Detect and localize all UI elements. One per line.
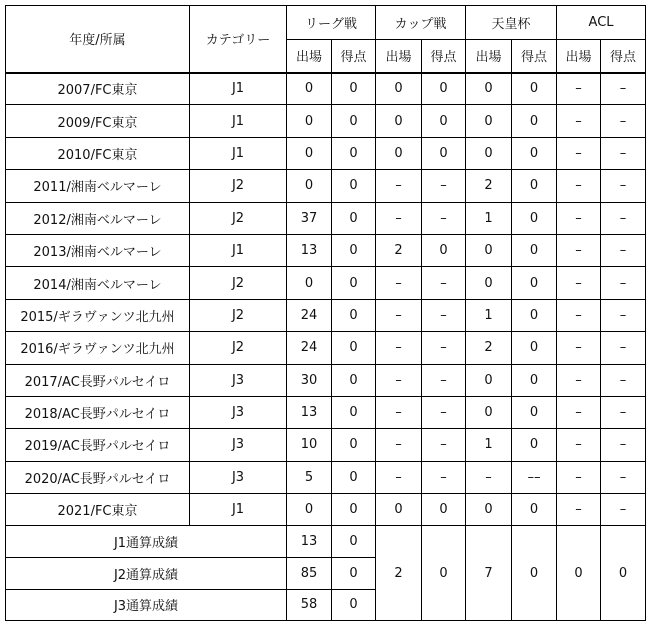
league-apps-cell: 0 — [287, 267, 332, 299]
totals-label: J2通算成績 — [6, 558, 287, 590]
category-header: カテゴリー — [190, 6, 287, 73]
season-cell: 2007/FC東京 — [6, 73, 190, 105]
category-cell: J2 — [190, 332, 287, 364]
totals-emperor-goals: 0 — [512, 526, 557, 621]
cup-goals-cell: – — [422, 267, 466, 299]
acl-goals-cell: – — [601, 105, 646, 137]
cup-apps-cell: – — [376, 396, 422, 428]
league-apps-cell: 0 — [287, 137, 332, 169]
acl-goals-cell: – — [601, 202, 646, 234]
acl-goals-cell: – — [601, 494, 646, 526]
league-goals-cell: 0 — [332, 73, 376, 105]
totals-cup-goals: 0 — [422, 526, 466, 621]
season-cell: 2016/ギラヴァンツ北九州 — [6, 332, 190, 364]
emperor-goals-cell: 0 — [512, 299, 557, 331]
emperor-goals-cell: 0 — [512, 137, 557, 169]
totals-league-goals: 0 — [332, 558, 376, 590]
acl-apps-cell: – — [557, 234, 601, 266]
season-header: 年度/所属 — [6, 6, 190, 73]
cup-apps-cell: 0 — [376, 494, 422, 526]
totals-league-goals: 0 — [332, 526, 376, 558]
totals-acl-goals: 0 — [601, 526, 646, 621]
acl-apps-cell: – — [557, 494, 601, 526]
totals-row — [6, 526, 646, 558]
cup-goals-cell: 0 — [422, 494, 466, 526]
cup-goals-cell: – — [422, 364, 466, 396]
cup-apps-cell: – — [376, 429, 422, 461]
season-cell: 2020/AC長野パルセイロ — [6, 461, 190, 493]
acl-apps-cell: – — [557, 73, 601, 105]
cup-apps-cell: – — [376, 461, 422, 493]
cup-goals-cell: – — [422, 461, 466, 493]
season-cell: 2010/FC東京 — [6, 137, 190, 169]
emperor-apps-cell: 0 — [466, 364, 512, 396]
season-cell: 2021/FC東京 — [6, 494, 190, 526]
cup-apps-cell: – — [376, 299, 422, 331]
emperor-goals-cell: 0 — [512, 494, 557, 526]
cup-goals-cell: 0 — [422, 73, 466, 105]
season-cell: 2012/湘南ベルマーレ — [6, 202, 190, 234]
cup-apps-header: 出場 — [376, 40, 422, 73]
totals-acl-apps: 0 — [557, 526, 601, 621]
totals-cup-apps: 2 — [376, 526, 422, 621]
cup-apps-cell: – — [376, 202, 422, 234]
acl-apps-cell: – — [557, 170, 601, 202]
table-row — [6, 461, 646, 493]
cup-apps-cell: 2 — [376, 234, 422, 266]
season-cell: 2014/湘南ベルマーレ — [6, 267, 190, 299]
category-cell: J1 — [190, 105, 287, 137]
emperor-goals-cell: 0 — [512, 202, 557, 234]
acl-apps-cell: – — [557, 461, 601, 493]
table-row — [6, 234, 646, 266]
season-cell: 2018/AC長野パルセイロ — [6, 396, 190, 428]
emperor-goals-cell: –– — [512, 461, 557, 493]
emperor-goals-cell: 0 — [512, 332, 557, 364]
league-goals-cell: 0 — [332, 494, 376, 526]
league-apps-cell: 24 — [287, 332, 332, 364]
table-header — [6, 6, 646, 73]
emperor-apps-cell: 1 — [466, 202, 512, 234]
emperor-apps-cell: – — [466, 461, 512, 493]
acl-header: ACL — [557, 6, 646, 40]
league-goals-cell: 0 — [332, 396, 376, 428]
acl-goals-cell: – — [601, 429, 646, 461]
league-apps-cell: 10 — [287, 429, 332, 461]
league-goals-cell: 0 — [332, 429, 376, 461]
league-apps-cell: 30 — [287, 364, 332, 396]
emperor-apps-cell: 0 — [466, 234, 512, 266]
league-apps-cell: 0 — [287, 105, 332, 137]
league-goals-cell: 0 — [332, 299, 376, 331]
season-cell: 2009/FC東京 — [6, 105, 190, 137]
league-goals-cell: 0 — [332, 170, 376, 202]
league-goals-cell: 0 — [332, 267, 376, 299]
league-header: リーグ戦 — [287, 6, 376, 40]
league-apps-header: 出場 — [287, 40, 332, 73]
table-row — [6, 105, 646, 137]
acl-goals-cell: – — [601, 234, 646, 266]
league-goals-cell: 0 — [332, 202, 376, 234]
emperor-goals-cell: 0 — [512, 234, 557, 266]
season-rows — [6, 73, 646, 526]
cup-goals-cell: 0 — [422, 105, 466, 137]
table-row — [6, 267, 646, 299]
totals-league-apps: 13 — [287, 526, 332, 558]
league-apps-cell: 24 — [287, 299, 332, 331]
cup-apps-cell: 0 — [376, 137, 422, 169]
league-apps-cell: 13 — [287, 396, 332, 428]
table-row — [6, 396, 646, 428]
league-apps-cell: 0 — [287, 170, 332, 202]
career-totals — [6, 526, 646, 621]
table-row — [6, 332, 646, 364]
category-cell: J3 — [190, 396, 287, 428]
table-row — [6, 170, 646, 202]
cup-apps-cell: 0 — [376, 73, 422, 105]
cup-apps-cell: 0 — [376, 105, 422, 137]
emperor-apps-cell: 2 — [466, 332, 512, 364]
emperor-goals-cell: 0 — [512, 396, 557, 428]
totals-emperor-apps: 7 — [466, 526, 512, 621]
emperor-apps-cell: 0 — [466, 137, 512, 169]
league-apps-cell: 37 — [287, 202, 332, 234]
cup-goals-cell: 0 — [422, 137, 466, 169]
category-cell: J3 — [190, 364, 287, 396]
acl-goals-cell: – — [601, 461, 646, 493]
category-cell: J3 — [190, 461, 287, 493]
league-apps-cell: 13 — [287, 234, 332, 266]
league-goals-cell: 0 — [332, 137, 376, 169]
acl-apps-cell: – — [557, 299, 601, 331]
cup-goals-cell: 0 — [422, 234, 466, 266]
table-row — [6, 73, 646, 105]
totals-label: J1通算成績 — [6, 526, 287, 558]
acl-goals-cell: – — [601, 267, 646, 299]
league-goals-cell: 0 — [332, 332, 376, 364]
totals-label: J3通算成績 — [6, 589, 287, 621]
league-goals-cell: 0 — [332, 105, 376, 137]
acl-apps-cell: – — [557, 429, 601, 461]
league-apps-cell: 0 — [287, 73, 332, 105]
cup-apps-cell: – — [376, 332, 422, 364]
league-apps-cell: 0 — [287, 494, 332, 526]
emperor-apps-cell: 0 — [466, 267, 512, 299]
emperor-apps-cell: 1 — [466, 429, 512, 461]
acl-apps-header: 出場 — [557, 40, 601, 73]
cup-header: カップ戦 — [376, 6, 466, 40]
emperor-goals-cell: 0 — [512, 267, 557, 299]
category-cell: J2 — [190, 170, 287, 202]
table-row — [6, 299, 646, 331]
league-goals-cell: 0 — [332, 461, 376, 493]
emperor-apps-cell: 1 — [466, 299, 512, 331]
emperor-goals-cell: 0 — [512, 105, 557, 137]
emperor-goals-cell: 0 — [512, 170, 557, 202]
emperor-apps-cell: 0 — [466, 73, 512, 105]
league-apps-cell: 5 — [287, 461, 332, 493]
cup-goals-cell: – — [422, 202, 466, 234]
season-cell: 2013/湘南ベルマーレ — [6, 234, 190, 266]
emperor-apps-cell: 0 — [466, 396, 512, 428]
emperor-goals-cell: 0 — [512, 364, 557, 396]
emperor-apps-cell: 0 — [466, 105, 512, 137]
acl-goals-cell: – — [601, 332, 646, 364]
cup-apps-cell: – — [376, 170, 422, 202]
league-goals-cell: 0 — [332, 234, 376, 266]
category-cell: J1 — [190, 73, 287, 105]
table-row — [6, 364, 646, 396]
season-cell: 2017/AC長野パルセイロ — [6, 364, 190, 396]
acl-apps-cell: – — [557, 267, 601, 299]
table-row — [6, 494, 646, 526]
cup-apps-cell: – — [376, 364, 422, 396]
category-cell: J2 — [190, 267, 287, 299]
acl-goals-cell: – — [601, 137, 646, 169]
category-cell: J2 — [190, 202, 287, 234]
acl-apps-cell: – — [557, 202, 601, 234]
emperor-goals-cell: 0 — [512, 73, 557, 105]
table-row — [6, 429, 646, 461]
acl-goals-cell: – — [601, 299, 646, 331]
season-cell: 2019/AC長野パルセイロ — [6, 429, 190, 461]
cup-goals-cell: – — [422, 332, 466, 364]
acl-goals-cell: – — [601, 73, 646, 105]
acl-apps-cell: – — [557, 105, 601, 137]
totals-league-goals: 0 — [332, 589, 376, 621]
category-cell: J1 — [190, 494, 287, 526]
acl-apps-cell: – — [557, 364, 601, 396]
category-cell: J1 — [190, 234, 287, 266]
cup-goals-cell: – — [422, 429, 466, 461]
emperor-goals-cell: 0 — [512, 429, 557, 461]
acl-goals-header: 得点 — [601, 40, 646, 73]
cup-goals-cell: – — [422, 170, 466, 202]
acl-apps-cell: – — [557, 396, 601, 428]
emperor-apps-header: 出場 — [466, 40, 512, 73]
totals-league-apps: 58 — [287, 589, 332, 621]
cup-apps-cell: – — [376, 267, 422, 299]
totals-league-apps: 85 — [287, 558, 332, 590]
acl-goals-cell: – — [601, 396, 646, 428]
league-goals-header: 得点 — [332, 40, 376, 73]
season-cell: 2015/ギラヴァンツ北九州 — [6, 299, 190, 331]
cup-goals-header: 得点 — [422, 40, 466, 73]
emperor-apps-cell: 0 — [466, 494, 512, 526]
table-row — [6, 137, 646, 169]
season-cell: 2011/湘南ベルマーレ — [6, 170, 190, 202]
league-goals-cell: 0 — [332, 364, 376, 396]
category-cell: J3 — [190, 429, 287, 461]
category-cell: J2 — [190, 299, 287, 331]
emperor-cup-header: 天皇杯 — [466, 6, 557, 40]
career-stats-table — [5, 5, 646, 621]
category-cell: J1 — [190, 137, 287, 169]
emperor-apps-cell: 2 — [466, 170, 512, 202]
acl-goals-cell: – — [601, 364, 646, 396]
emperor-goals-header: 得点 — [512, 40, 557, 73]
acl-apps-cell: – — [557, 332, 601, 364]
acl-goals-cell: – — [601, 170, 646, 202]
cup-goals-cell: – — [422, 396, 466, 428]
table-row — [6, 202, 646, 234]
cup-goals-cell: – — [422, 299, 466, 331]
acl-apps-cell: – — [557, 137, 601, 169]
